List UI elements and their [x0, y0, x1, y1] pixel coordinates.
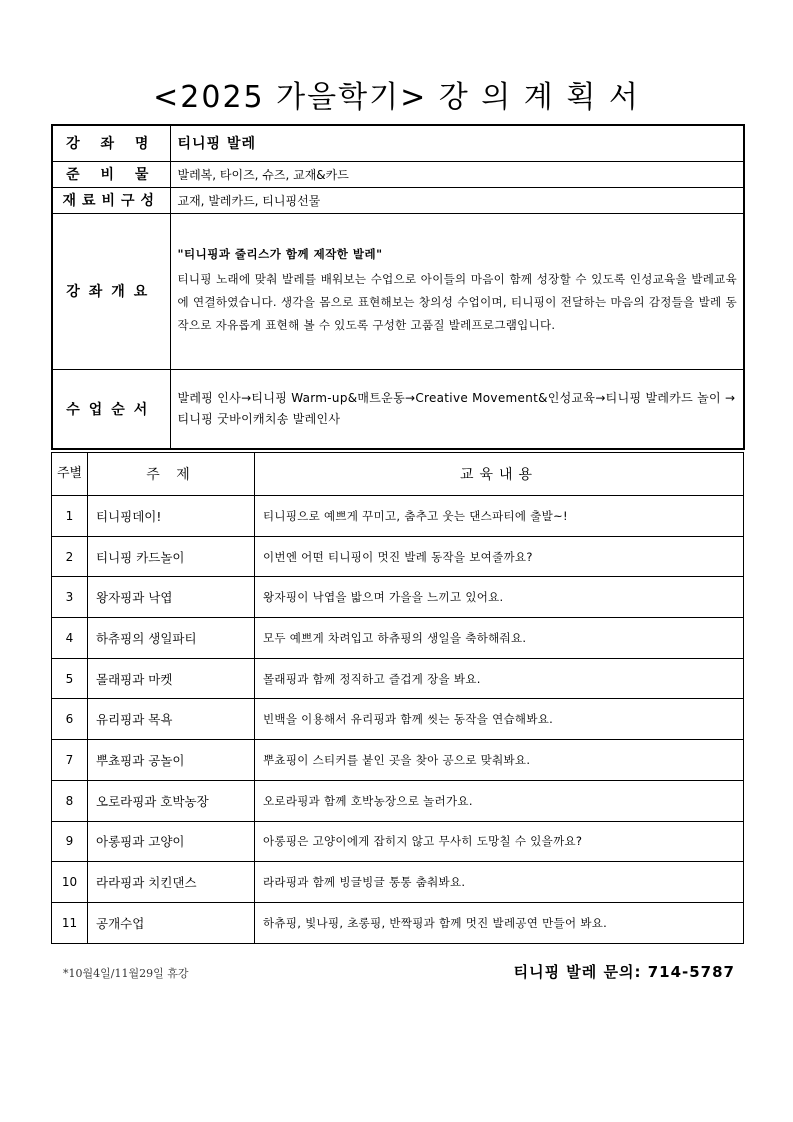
prep-value: 발레복, 타이즈, 슈즈, 교재&카드 — [170, 161, 744, 187]
week-topic: 왕자핑과 낙엽 — [88, 577, 255, 618]
week-topic: 몰래핑과 마켓 — [88, 658, 255, 699]
contact-info: 티니핑 발레 문의: 714-5787 — [513, 963, 735, 981]
week-topic: 유리핑과 목욕 — [88, 699, 255, 740]
week-topic: 하츄핑의 생일파티 — [88, 618, 255, 659]
overview-cell — [170, 213, 744, 369]
week-content: 모두 예쁘게 차려입고 하츄핑의 생일을 축하해줘요. — [255, 618, 744, 659]
weeks-header-row — [52, 453, 744, 496]
week-number: 8 — [52, 780, 88, 821]
course-name-label: 강 좌 명 — [52, 125, 170, 161]
week-row — [52, 496, 744, 537]
week-row — [52, 658, 744, 699]
week-topic: 아롱핑과 고양이 — [88, 821, 255, 862]
week-row — [52, 902, 744, 943]
week-row — [52, 862, 744, 903]
week-row — [52, 536, 744, 577]
week-row — [52, 740, 744, 781]
overview-label: 강좌개요 — [52, 213, 170, 369]
course-info-table — [51, 124, 745, 450]
course-name-row — [52, 125, 744, 161]
week-row — [52, 821, 744, 862]
course-name-value: 티니핑 발레 — [170, 125, 744, 161]
week-number: 10 — [52, 862, 88, 903]
week-rows — [52, 496, 744, 944]
week-number: 1 — [52, 496, 88, 537]
sequence-cell — [170, 369, 744, 449]
week-content: 뿌쵸핑이 스티커를 붙인 곳을 찾아 공으로 맞춰봐요. — [255, 740, 744, 781]
week-content: 몰래핑과 함께 정직하고 즐겁게 장을 봐요. — [255, 658, 744, 699]
week-topic: 공개수업 — [88, 902, 255, 943]
holiday-footnote: *10월4일/11월29일 휴강 — [63, 967, 189, 980]
sequence-text: 발레핑 인사→티니핑 Warm-up&매트운동→Creative Movement&인성교육→티니핑 발레카드 놀이 →티니핑 굿바이캐치송 발레인사 — [177, 390, 736, 426]
prep-label: 준 비 물 — [52, 161, 170, 187]
week-number: 6 — [52, 699, 88, 740]
week-row — [52, 618, 744, 659]
week-topic: 라라핑과 치킨댄스 — [88, 862, 255, 903]
material-row — [52, 187, 744, 213]
overview-heading: "티니핑과 줄리스가 함께 제작한 발레" — [177, 246, 383, 261]
week-number: 11 — [52, 902, 88, 943]
prep-row — [52, 161, 744, 187]
week-topic: 티니핑데이! — [88, 496, 255, 537]
week-content: 아롱핑은 고양이에게 잡히지 않고 무사히 도망칠 수 있을까요? — [255, 821, 744, 862]
week-content: 하츄핑, 빛나핑, 초롱핑, 반짝핑과 함께 멋진 발레공연 만들어 봐요. — [255, 902, 744, 943]
week-row — [52, 780, 744, 821]
document-title: <2025 가을학기> 강 의 계 획 서 — [153, 80, 640, 115]
week-number: 3 — [52, 577, 88, 618]
week-topic: 오로라핑과 호박농장 — [88, 780, 255, 821]
overview-row — [52, 213, 744, 369]
week-topic: 뿌쵸핑과 공놀이 — [88, 740, 255, 781]
week-number: 5 — [52, 658, 88, 699]
week-number: 9 — [52, 821, 88, 862]
topic-header: 주 제 — [88, 453, 255, 496]
week-content: 오로라핑과 함께 호박농장으로 놀러가요. — [255, 780, 744, 821]
overview-text: 티니핑 노래에 맞춰 발레를 배워보는 수업으로 아이들의 마음이 함께 성장할 수 있도록 인성교육을 발레교육에 연결하였습니다. 생각을 몸으로 표현해보는 창의성 수업이며, 티니핑이 전달하는 마음의 감정들을 발레 동작으로 자유롭게 표현해 볼 수 있도록 구성한 고품질 발레프로그램입니다. — [177, 271, 737, 332]
week-number: 4 — [52, 618, 88, 659]
content-header: 교육내용 — [255, 453, 744, 496]
week-row — [52, 699, 744, 740]
week-content: 왕자핑이 낙엽을 밟으며 가을을 느끼고 있어요. — [255, 577, 744, 618]
week-content: 이번엔 어떤 티니핑이 멋진 발레 동작을 보여줄까요? — [255, 536, 744, 577]
week-number: 2 — [52, 536, 88, 577]
sequence-label: 수업순서 — [52, 369, 170, 449]
week-header: 주별 — [52, 453, 88, 496]
week-number: 7 — [52, 740, 88, 781]
material-value: 교재, 발레카드, 티니핑선물 — [170, 187, 744, 213]
week-content: 티니핑으로 예쁘게 꾸미고, 춤추고 웃는 댄스파티에 출발~! — [255, 496, 744, 537]
material-label: 재료비구성 — [52, 187, 170, 213]
week-content: 라라핑과 함께 빙글빙글 통통 춤춰봐요. — [255, 862, 744, 903]
weekly-plan-table — [51, 452, 744, 944]
week-content: 빈백을 이용해서 유리핑과 함께 씻는 동작을 연습해봐요. — [255, 699, 744, 740]
week-row — [52, 577, 744, 618]
sequence-row — [52, 369, 744, 449]
week-topic: 티니핑 카드놀이 — [88, 536, 255, 577]
